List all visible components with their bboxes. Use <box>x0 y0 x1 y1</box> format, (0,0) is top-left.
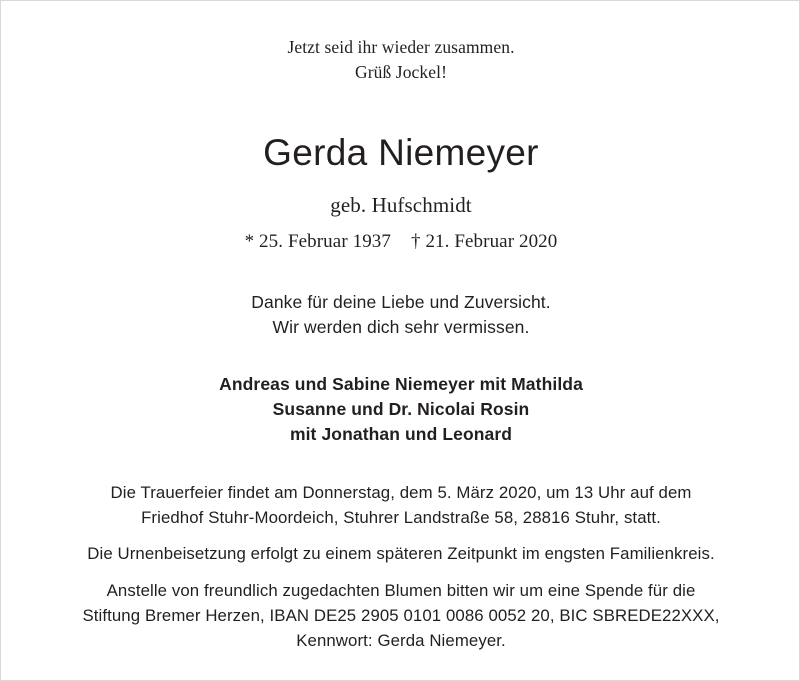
deceased-name: Gerda Niemeyer <box>263 132 539 173</box>
donation-line-3: Kennwort: Gerda Niemeyer. <box>296 631 506 650</box>
family-line-2: Susanne und Dr. Nicolai Rosin <box>272 399 530 419</box>
funeral-line-2: Friedhof Stuhr-Moordeich, Stuhrer Landstraße 58, 28816 Stuhr, statt. <box>141 508 661 527</box>
motto-line-1: Jetzt seid ihr wieder zusammen. <box>287 37 515 57</box>
family-line-1: Andreas und Sabine Niemeyer mit Mathilda <box>219 374 583 394</box>
funeral-line-1: Die Trauerfeier findet am Donnerstag, dem 5. März 2020, um 13 Uhr auf dem <box>110 483 692 502</box>
donation-line-2: Stiftung Bremer Herzen, IBAN DE25 2905 0101 0086 0052 20, BIC SBREDE22XXX, <box>82 606 720 625</box>
life-dates <box>1 229 800 255</box>
birth-date: * 25. Februar 1937 <box>244 231 391 252</box>
farewell-line-1: Danke für deine Liebe und Zuversicht. <box>251 292 551 312</box>
birth-name: geb. Hufschmidt <box>330 193 472 217</box>
death-date: † 21. Februar 2020 <box>411 231 558 252</box>
burial-line-1: Die Urnenbeisetzung erfolgt zu einem späteren Zeitpunkt im engsten Familienkreis. <box>87 544 715 563</box>
donation-line-1: Anstelle von freundlich zugedachten Blumen bitten wir um eine Spende für die <box>106 581 696 600</box>
family-line-3: mit Jonathan und Leonard <box>289 424 513 444</box>
motto-line-2: Grüß Jockel! <box>354 62 448 82</box>
farewell-line-2: Wir werden dich sehr vermissen. <box>272 317 530 337</box>
